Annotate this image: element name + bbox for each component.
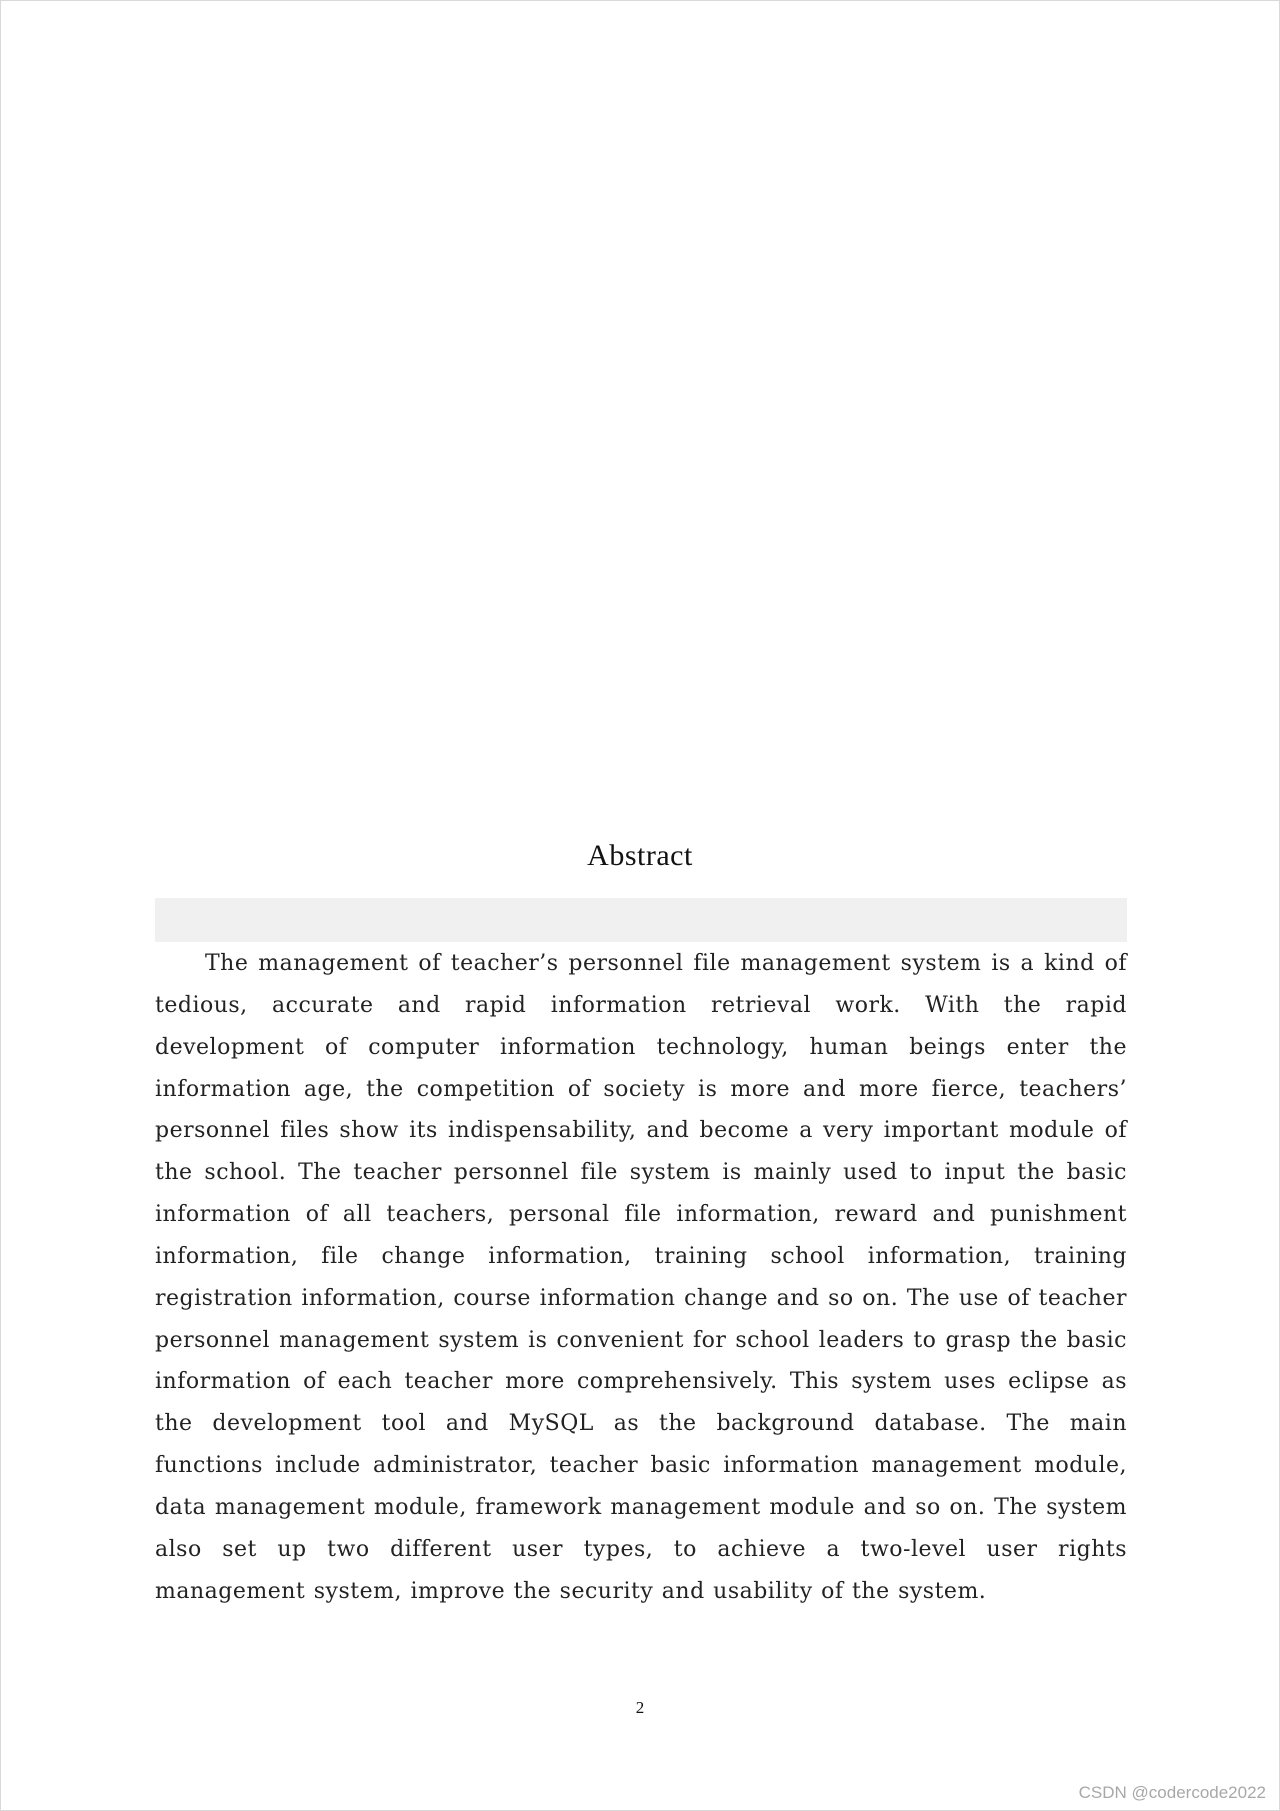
abstract-heading: Abstract (587, 839, 693, 872)
abstract-paragraph: The management of teacher’s personnel file management system is a kind of tedious, accurate and rapid information retrieval work. With the rapid development of computer information technology, human beings enter the information age, the competition of society is more and more fierce, teachers’ personnel files show its indispensability, and become a very important module of the school. The teacher personnel file system is mainly used to input the basic information of all teachers, personal file information, reward and punishment information, file change information, training school information, training registration information, course information change and so on. The use of teacher personnel management system is convenient for school leaders to grasp the basic information of each teacher more comprehensively. This system uses eclipse as the development tool and MySQL as the background database. The main functions include administrator, teacher basic information management module, data management module, framework management module and so on. The system also set up two different user types, to achieve a two-level user rights management system, improve the security and usability of the system. (155, 951, 1127, 1604)
page-number: 2 (635, 1698, 645, 1717)
csdn-watermark: CSDN @codercode2022 (1078, 1783, 1266, 1802)
highlight-band (155, 898, 1127, 942)
